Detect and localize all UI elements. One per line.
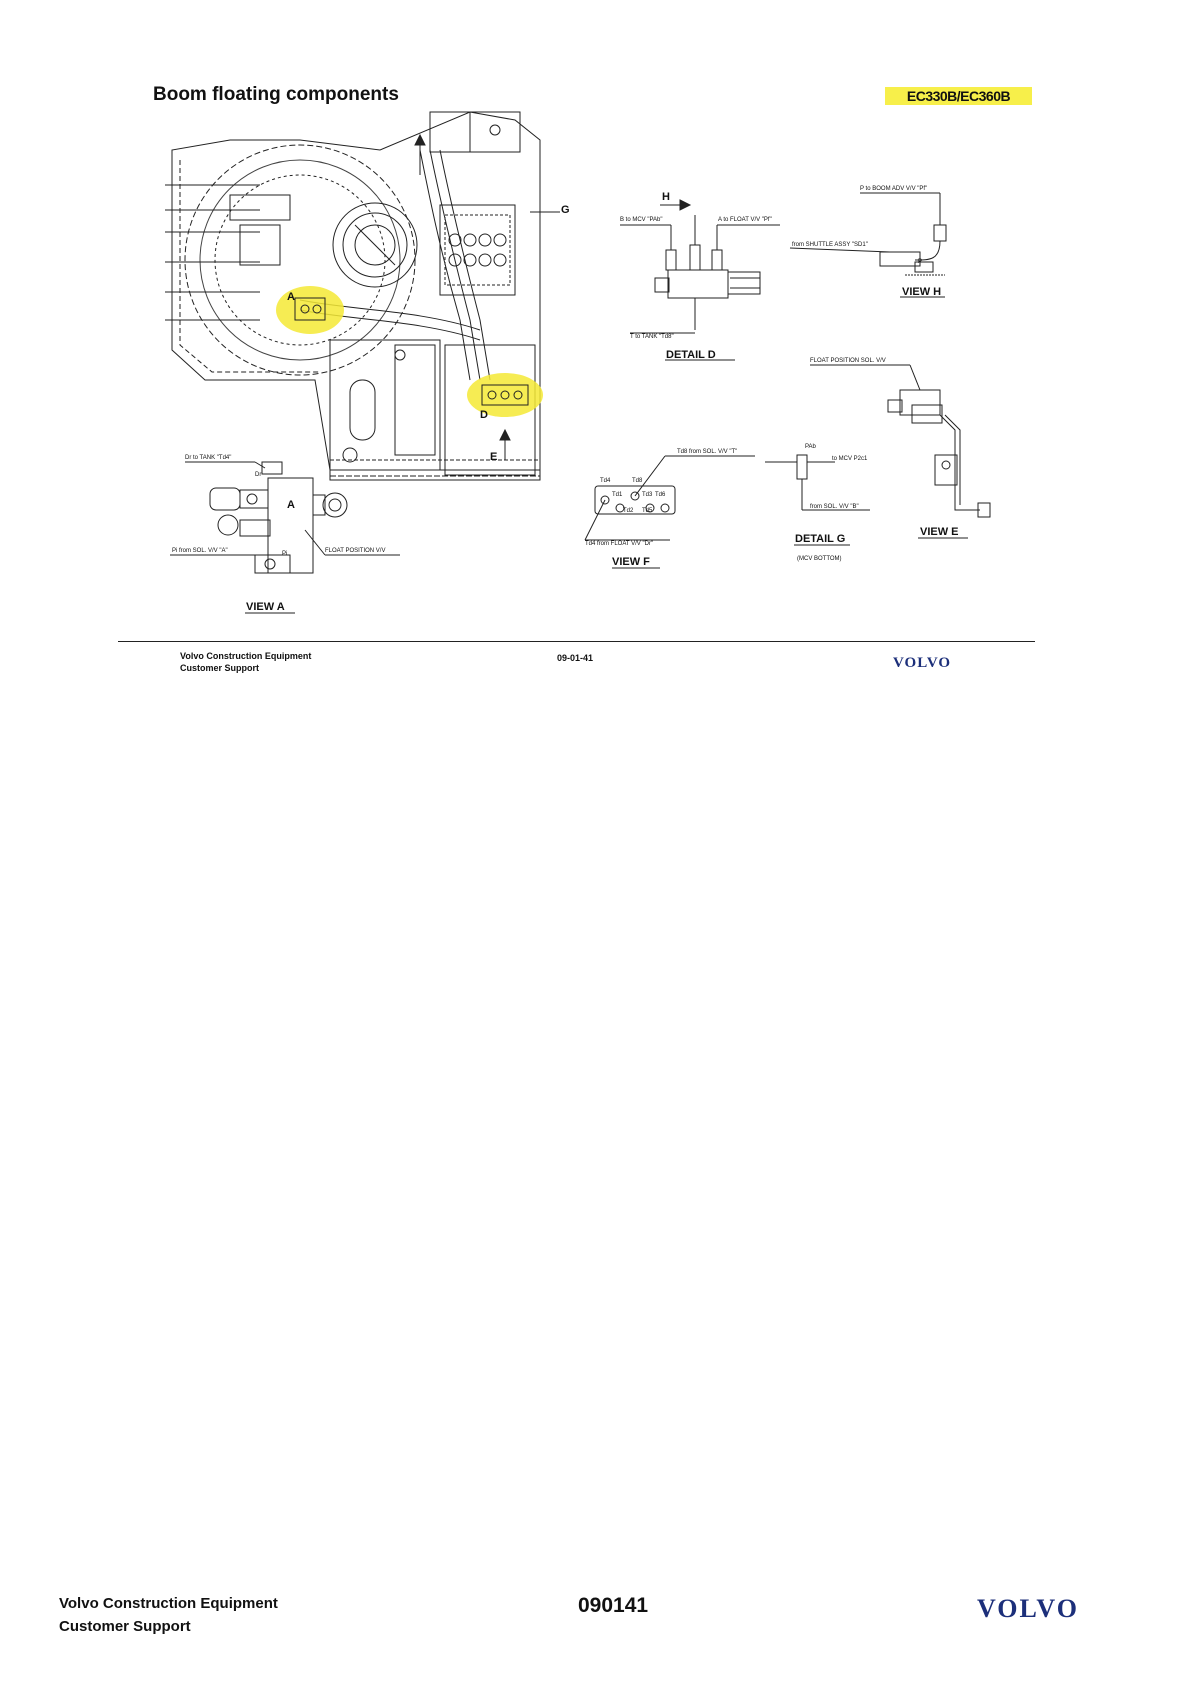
footer-line2: Customer Support [59, 1618, 191, 1635]
hydraulic-diagram [0, 0, 1190, 640]
inner-volvo-logo: VOLVO [893, 655, 952, 671]
view-a-heading: VIEW A [246, 601, 285, 613]
view-h-label-port: P [918, 259, 923, 265]
view-a-callout: A [287, 499, 295, 511]
inner-footer-company [180, 650, 311, 674]
detail-g-drawing [765, 455, 870, 545]
detail-d-label-b: B to MCV "PAb" [620, 217, 663, 223]
page-title: Boom floating components [153, 84, 399, 105]
view-f-label-td8: Td8 [632, 478, 643, 484]
callout-g: G [561, 204, 570, 216]
view-e-heading: VIEW E [920, 526, 959, 538]
callout-d: D [480, 409, 488, 421]
view-f-label-td8-from: Td8 from SOL. V/V "T" [677, 449, 738, 455]
view-f-label-td3: Td3 [642, 492, 653, 498]
view-a-label-pi: Pi [282, 551, 288, 557]
callout-a: A [287, 291, 295, 303]
view-e-label-sol: FLOAT POSITION SOL. V/V [810, 358, 886, 364]
detail-g-label-mcv: to MCV P2c1 [832, 456, 868, 462]
main-plan-view [165, 112, 560, 480]
view-f-drawing [585, 456, 755, 568]
detail-d-label-t: T to TANK "Td8" [630, 334, 674, 340]
highlight-detail-d [467, 373, 543, 417]
detail-g-heading: DETAIL G [795, 533, 846, 545]
callout-e: E [490, 451, 498, 463]
view-a-drawing [170, 462, 400, 613]
inner-footer-line1: Volvo Construction Equipment [180, 651, 312, 661]
detail-d-label-a: A to FLOAT V/V "Pf" [718, 217, 772, 223]
view-h-heading: VIEW H [902, 286, 942, 298]
view-f-label-td1: Td1 [612, 492, 623, 498]
view-f-label-td4-from: Td4 from FLOAT V/V "Dr" [585, 541, 654, 547]
inner-footer-code: 09-01-41 [557, 653, 594, 663]
view-a-label-float: FLOAT POSITION V/V [325, 548, 386, 554]
page-footer-code: 090141 [578, 1594, 649, 1617]
divider-line [118, 641, 1035, 642]
page-footer-company [59, 1592, 278, 1638]
view-f-label-td2: Td2 [623, 508, 634, 514]
view-f-label-td4: Td4 [600, 478, 611, 484]
footer-line1: Volvo Construction Equipment [59, 1595, 278, 1612]
view-h-label-from: from SHUTTLE ASSY "SD1" [792, 242, 868, 248]
detail-g-sub: (MCV BOTTOM) [797, 556, 842, 562]
detail-g-label-pab: PAb [805, 444, 816, 450]
view-f-heading: VIEW F [612, 556, 650, 568]
inner-footer-line2: Customer Support [180, 663, 260, 673]
callout-h: H [662, 191, 670, 203]
model-badge: EC330B/EC360B [885, 87, 1032, 105]
view-e-drawing [810, 365, 990, 538]
view-a-label-pi-from: Pi from SOL. V/V "A" [172, 548, 228, 554]
view-h-label-p: P to BOOM ADV V/V "Pf" [860, 186, 928, 192]
volvo-logo: VOLVO [977, 1594, 1079, 1623]
view-f-label-td6: Td6 [655, 492, 666, 498]
view-a-label-dr: Dr [255, 472, 262, 478]
detail-d-heading: DETAIL D [666, 349, 716, 361]
detail-g-label-from: from SOL. V/V "B" [810, 504, 859, 510]
view-f-label-td5: Td5 [642, 508, 653, 514]
view-a-label-dr-tank: Dr to TANK "Td4" [185, 455, 232, 461]
